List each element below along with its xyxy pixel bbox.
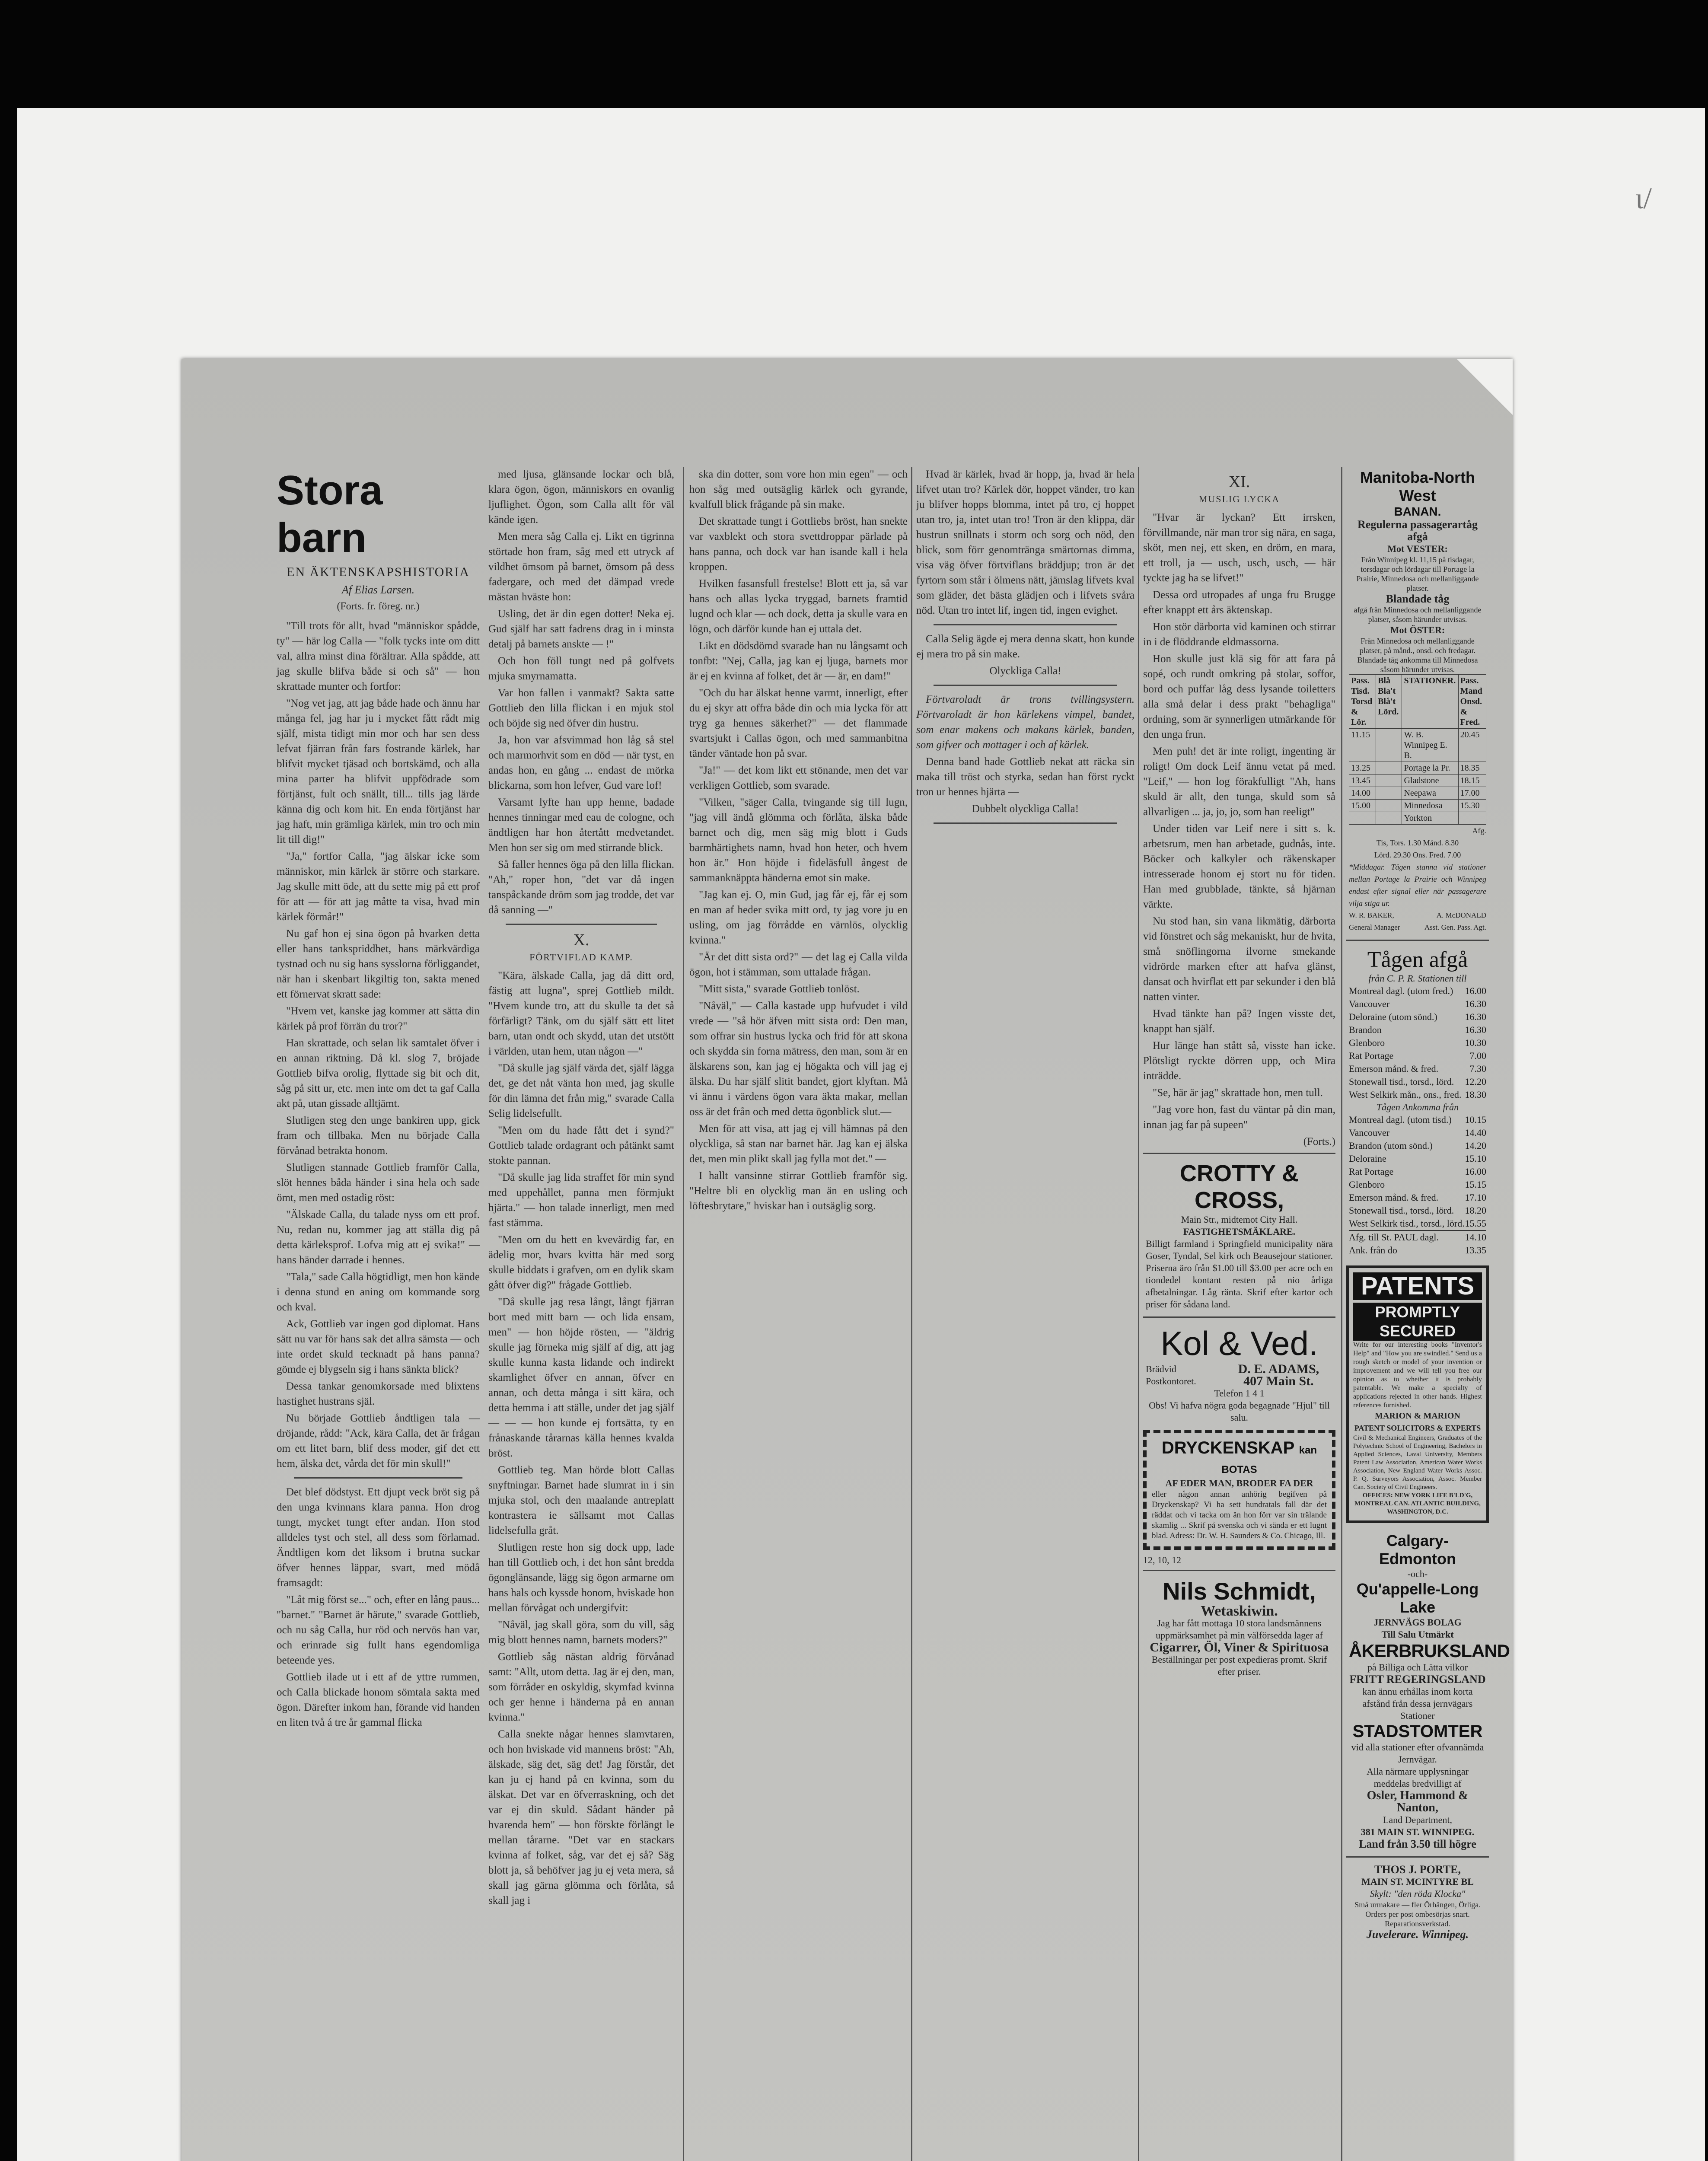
cell-part: do bbox=[1387, 1245, 1397, 1256]
cell-part: St. PAUL dagl. bbox=[1381, 1232, 1439, 1243]
ad-agents: Osler, Hammond & Nanton, bbox=[1367, 1789, 1469, 1814]
cell: Montreal dagl. (utom fred.) bbox=[1349, 985, 1453, 996]
ad-title-main: DRYCKENSKAP bbox=[1161, 1438, 1294, 1457]
schedule-row bbox=[1349, 1113, 1486, 1126]
cell: 18.20 bbox=[1465, 1205, 1486, 1216]
paragraph: Gottlieb såg nästan aldrig förvånad samt: "Allt, utom detta. Jag är ej den, man, som förråder en oskyldig, skymfad kvinna och ger henne i händerna på en annan kvinna." bbox=[488, 1651, 674, 1723]
cell: 13.25 bbox=[1349, 762, 1376, 775]
cell-part: Ank. från bbox=[1349, 1245, 1386, 1256]
cell: 18.30 bbox=[1465, 1089, 1486, 1100]
section-rule bbox=[1143, 1316, 1335, 1318]
paragraph: "Och du har älskat henne varmt, innerligt, efter du ej skyr att offra både din och mia lycka för att tryg ga hennes säkerhet?" — det flammade svartsjukt i Callas ögon, och med sammanbitna tänder väntade hon på svar. bbox=[689, 687, 908, 759]
cell bbox=[1349, 1244, 1465, 1257]
section-rule bbox=[294, 1477, 462, 1479]
ad-text: Små urmakare — fler Örhängen, Örliga. Orders per post ombesörjas snart. Reparationsverkstad. bbox=[1354, 1900, 1481, 1928]
ad-bottom: Juvelerare. Winnipeg. bbox=[1366, 1928, 1469, 1941]
paragraph: Dubbelt olyckliga Calla! bbox=[972, 803, 1079, 815]
nils-schmidt-ad bbox=[1143, 1575, 1335, 1680]
cell bbox=[1349, 1230, 1465, 1244]
paragraph: Ack, Gottlieb var ingen god diplomat. Hans sätt nu var för hans sak det allra sämsta — och inte ordet skuld tecknadt på hans panna? gömde ej blygseln sig i hans sänkta blick? bbox=[277, 1318, 480, 1375]
ad-dept: Land Department, bbox=[1383, 1814, 1453, 1825]
section-rule bbox=[506, 924, 657, 925]
paragraph: Men mera såg Calla ej. Likt en tigrinna störtade hon fram, såg med ett utryck af vildhet ömsom på barnet, ömsom på dess fadergare, och med det dämpad vrede mästan hväste hon: bbox=[488, 531, 674, 603]
section-rule bbox=[1143, 1570, 1335, 1571]
cell bbox=[1349, 812, 1376, 825]
paragraph: "Är det ditt sista ord?" — det lag ej Calla vilda ögon, hot i stämman, som uttalade frågan. bbox=[689, 951, 908, 978]
paragraph: "Nog vet jag, att jag både hade och ännu har många fel, jag har ju i mycket fått rådt mig själf, mista tidigt min mor och har sen dess lefvat fjärran från fars fostrande kärlek, har blifvit mycket tjäsad och bortskämd, och alla mina parter ha blifvit uppfödrade som förtjänst, fult och snällt, till... tills jag lärde känna dig och kom hit. En enda förtjänst har jag haft, min grämliga kärlek, min tro och min lit till dig!" bbox=[277, 698, 480, 845]
paragraph: Calla Selig ägde ej mera denna skatt, hon kunde ej mera tro på sin make. bbox=[916, 633, 1134, 660]
ad-sub: Wetaskiwin. bbox=[1201, 1603, 1278, 1619]
story-column-3 bbox=[689, 467, 908, 2161]
cell bbox=[1376, 762, 1402, 775]
paragraph: Under tiden var Leif nere i sitt s. k. arbetsrum, men han arbetade, gudnås, inte. Böcker och kalkyler och räkenskaper intresserade honom ej stort nu för tiden. Han med grubblade, tänkte, så hjärnan värkte. bbox=[1143, 823, 1335, 910]
cell: Stonewall tisd., torsd., lörd. bbox=[1349, 1076, 1454, 1087]
paragraph: "Nåväl, jag skall göra, som du vill, såg mig blott hennes namn, barnets moders?" bbox=[488, 1619, 674, 1646]
ad-title-suffix: kan BOTAS bbox=[1221, 1444, 1317, 1476]
paragraph: Det blef dödstyst. Ett djupt veck bröt sig på den unga kvinnans klara panna. Hon drog tungt, mycket tungt efter andan. Hon stod alldeles tyst och stel, all dess som förlamad. Ändtligen kom det liksom i brutna suckar öfver hennes läppar, svart, med mödå framsagdt: bbox=[277, 1486, 480, 1589]
column-rule bbox=[1138, 467, 1139, 2161]
ad-sub: PROMPTLY SECURED bbox=[1353, 1303, 1482, 1341]
section-rule bbox=[1143, 1153, 1335, 1154]
paragraph: med ljusa, glänsande lockar och blå, klara ögon, ögon, människors en ovanlig ljuflighet. Ögon, som Calla allt för väl kände igen. bbox=[488, 469, 674, 526]
ad-bolag: JERNVÄGS BOLAG bbox=[1373, 1617, 1462, 1628]
cell: W. B. Winnipeg E. B. bbox=[1402, 729, 1458, 762]
signature-row bbox=[1349, 909, 1486, 934]
cell: Emerson månd. & fred. bbox=[1349, 1063, 1439, 1074]
paragraph: Hon stör därborta vid kaminen och stirrar in i de flöddrande eldmassorna. bbox=[1143, 621, 1335, 648]
paragraph: "Jag kan ej. O, min Gud, jag får ej, får ej som en man af heder svika mitt ord, ty jag vore ju en usling, om jag förrådde en värnlös, olycklig kvinna." bbox=[689, 889, 908, 946]
ad-left: Brädvid Postkontoret. bbox=[1146, 1364, 1196, 1386]
ad-title bbox=[1152, 1438, 1327, 1477]
story-column-4 bbox=[916, 467, 1134, 2161]
timetable-row bbox=[1349, 729, 1486, 762]
cell: Deloraine bbox=[1349, 1153, 1386, 1164]
paragraph: "Hvem vet, kanske jag kommer att sätta din kärlek på prof förrän du tror?" bbox=[277, 1005, 480, 1032]
cell: Minnedosa bbox=[1402, 800, 1458, 812]
arrival-head: Afg. bbox=[1472, 826, 1486, 835]
cell: 15.30 bbox=[1458, 800, 1486, 812]
schedule-row bbox=[1349, 1023, 1486, 1036]
patents-ad bbox=[1346, 1265, 1489, 1523]
cell bbox=[1458, 812, 1486, 825]
story-subhead: EN ÄKTENSKAPSHISTORIA bbox=[287, 565, 470, 579]
corner-mark: ɩ/ bbox=[1635, 182, 1652, 215]
ad-title: Kol & Ved. bbox=[1160, 1324, 1318, 1362]
schedule-row bbox=[1349, 1036, 1486, 1049]
cell: 15.15 bbox=[1465, 1179, 1486, 1190]
paragraph: Ja, hon var afsvimmad hon låg så stel och marmorhvit som en död — när tyst, en andas hon, en gång ... endast de mörka blickarna, som hon lefver, Gud vare lof! bbox=[488, 734, 674, 791]
schedule-row bbox=[1349, 985, 1486, 998]
ad-mixed-text: afgå från Minnedosa och mellanliggande platser, såsom härunder utvisas. bbox=[1354, 606, 1482, 624]
cell: Rat Portage bbox=[1349, 1166, 1394, 1177]
paragraph: Hvilken fasansfull frestelse! Blott ett ja, så var hans och allas lycka tryggad, barnets framtid lugnd och klar — och dock, detta ja skulle vara en lögn, och därför kunde han ej uttala det. bbox=[689, 578, 908, 635]
cell bbox=[1376, 812, 1402, 825]
paragraph: Men puh! det är inte roligt, ingenting är roligt! Om dock Leif ännu vetat på med. "Leif," — hon log förakfulligt "Ah, hans skuld är allt, den tunga, skuld som så allvarligen ... ja, jo, jo, som han reeligt" bbox=[1143, 746, 1335, 818]
paragraph: Men för att visa, att jag ej vill hämnas på den olyckliga, så stan nar barnet här. Jag kan ej älska det, men min plikt skall jag fylla mot det." — bbox=[689, 1123, 908, 1165]
paragraph: (Forts.) bbox=[1303, 1136, 1335, 1147]
paragraph: "Jag vore hon, fast du väntar på din man, innan jag far på supeen" bbox=[1143, 1104, 1335, 1131]
cell: 17.00 bbox=[1458, 787, 1486, 800]
paragraph: "Mitt sista," svarade Gottlieb tonlöst. bbox=[699, 983, 860, 995]
cell: 13.35 bbox=[1465, 1245, 1486, 1256]
story-byline: Af Elias Larsen. bbox=[341, 583, 415, 596]
paragraph: Slutligen reste hon sig dock upp, lade han till Gottlieb och, i det hon sånt bredda ögonglänsande, lägg sig ögon armarne om hans hals och kyssde honom, hviskade hon mellan förvågat och undergifvit: bbox=[488, 1542, 674, 1614]
ad-phone: Telefon 1 4 1 bbox=[1214, 1388, 1265, 1399]
cell: 16.00 bbox=[1465, 985, 1486, 996]
paragraph: Dessa ord utropades af unga fru Brugge efter knappt ett års äktenskap. bbox=[1143, 589, 1335, 616]
ad-line: Regulerna passagerartåg afgå bbox=[1357, 518, 1478, 543]
timetable-head bbox=[1349, 675, 1486, 729]
timetable-header: Pass. Mand Onsd. & Fred. bbox=[1458, 675, 1486, 729]
cell: 18.15 bbox=[1458, 775, 1486, 787]
ad-offices: OFFICES: NEW YORK LIFE B'LD'G, MONTREAL CAN. ATLANTIC BUILDING, WASHINGTON, D.C. bbox=[1354, 1492, 1481, 1515]
ad-right bbox=[1224, 1363, 1333, 1387]
ad-terms: på Billiga och Lätta vilkor bbox=[1367, 1662, 1468, 1673]
cell bbox=[1376, 775, 1402, 787]
section-rule bbox=[1346, 940, 1489, 941]
cell: Brandon (utom sönd.) bbox=[1349, 1140, 1433, 1151]
paragraph: "Till trots för allt, hvad "människor spådde, ty" — här log Calla — "folk tycks inte om ditt val, allra minst dina förältrar. Alla spådde, att jag skulle blifva både si och så" — hon skrattade munter och fortfor: bbox=[277, 620, 480, 692]
cpr-timetable-ad bbox=[1346, 945, 1489, 1259]
paragraph: Och hon föll tungt ned på golfvets mjuka smyrnamatta. bbox=[488, 655, 674, 682]
ad-text: Write for our interesting books "Inventor's Help" and "How you are swindled." Send us a rough sketch or model of your invention or improvement and we will tell you free our opinion as to whether it is probably patentable. We make a specialty of applications rejected in other hands. Highest references furnished. bbox=[1353, 1341, 1482, 1409]
cell: Montreal dagl. (utom tisd.) bbox=[1349, 1114, 1452, 1125]
schedule-row bbox=[1349, 1165, 1486, 1178]
cell: 14.20 bbox=[1465, 1140, 1486, 1151]
ad-west: Mot VESTER: bbox=[1387, 543, 1448, 554]
chapter-xi bbox=[1143, 475, 1335, 1149]
newspaper-page bbox=[182, 359, 1513, 2161]
cell bbox=[1376, 800, 1402, 812]
continued-note: (Forts. fr. föreg. nr.) bbox=[337, 601, 420, 612]
section-rule bbox=[934, 624, 1117, 625]
ad-title: Manitoba-North West bbox=[1360, 469, 1475, 504]
ad-sub: AF EDER MAN, BRODER FA DER bbox=[1165, 1478, 1313, 1488]
paragraph: I hallt vansinne stirrar Gottlieb framför sig. "Heltre bli en olycklig man än en usling och löftesbrytare," hviskar han i outsäglig sorg. bbox=[689, 1170, 908, 1212]
cell: 16.30 bbox=[1465, 1011, 1486, 1022]
ad-firm: MARION & MARION bbox=[1375, 1411, 1460, 1421]
ad-sub: från C. P. R. Stationen till bbox=[1368, 973, 1467, 984]
cell: Glenboro bbox=[1349, 1179, 1385, 1190]
cell: Deloraine (utom sönd.) bbox=[1349, 1011, 1437, 1022]
schedule-row bbox=[1349, 1010, 1486, 1023]
paragraph: "Hvar är lyckan? Ett irrsken, förvillmande, när man tror sig nära, en saga, sköt, men nej, ett sken, en dröm, en mara, ett troll, ja — usch, usch, usch, — här tyckte jag ha se lifvet!" bbox=[1143, 512, 1335, 584]
schedule-row bbox=[1349, 1244, 1486, 1257]
story-column-2 bbox=[488, 467, 674, 2161]
cell: 14.00 bbox=[1349, 787, 1376, 800]
timetable-header: STATIONER. bbox=[1402, 675, 1458, 729]
section-rule bbox=[934, 822, 1117, 824]
schedule-row bbox=[1349, 1075, 1486, 1088]
kol-ved-ad bbox=[1143, 1322, 1335, 1425]
ad-kind: FASTIGHETSMÄKLARE. bbox=[1183, 1226, 1296, 1237]
chapter-subheading: FÖRTVIFLAD KAMP. bbox=[529, 952, 633, 963]
paragraph: "Vilken, "säger Calla, tvingande sig till lugn, "jag vill ändå glömma och förlåta, älska både barnet och dig, men säg mig blott i Guds barmhärtighets namn, hvad hon heter, och hvem hon är." Hon höjde i fideläsfull ångest de sammanknäppta händerna emot sin make. bbox=[689, 797, 908, 884]
cell: Gladstone bbox=[1402, 775, 1458, 787]
timetable bbox=[1349, 674, 1486, 825]
paragraph: "Älskade Calla, du talade nyss om ett prof. Nu, redan nu, kommer jag att ställa dig på detta kärleksprof. Lofva mig att ej svika!" — hans händer darrade i hennes. bbox=[277, 1209, 480, 1266]
ad-title: Calgary-Edmonton bbox=[1379, 1532, 1456, 1568]
column-rule bbox=[683, 467, 684, 2161]
schedule-row bbox=[1349, 1178, 1486, 1191]
ad-stad: STADSTOMTER bbox=[1352, 1722, 1483, 1741]
timetable-row bbox=[1349, 812, 1486, 825]
paragraph: Förtvaroladt är trons tvillingsystern. Förtvaroladt är hon kärlekens vimpel, bandet, som enar makens och makans kärlek, banden, som gifver och mottager i och af kärlek. bbox=[916, 694, 1134, 751]
ad-title: Nils Schmidt, bbox=[1163, 1578, 1316, 1605]
paragraph: Olyckliga Calla! bbox=[989, 665, 1061, 677]
ad-text: Jag har fått mottaga 10 stora landsmännens uppmärksamhet på min välförsedda lager af bbox=[1156, 1618, 1323, 1641]
schedule-row bbox=[1349, 1230, 1486, 1244]
timetable-row bbox=[1349, 800, 1486, 812]
ad-title: Tågen afgå bbox=[1367, 947, 1468, 972]
ad-stad-text: vid alla stationer efter ofvannämda Jernvägar. bbox=[1351, 1742, 1484, 1765]
paragraph: Hvad är kärlek, hvad är hopp, ja, hvad är hela lifvet utan tro? Kärlek dör, hoppet vänder, tro kan ju blifver hopps blomma, intet på tro, ej hoppet utan tro, ja, intet utan tro! Tron är den klippa, där hustrun snillnats i storm och sorg och nöd, den blick, som förr genomtränga smärtornas dimma, visa väg öfver förtviflans bräddjup; tron är det fyrtorn som står i ölmens nätt, jämslag lifvets kval som gläder, det bästa glädjen och i lifvets svåra nöd. Utan tro intet lif, ingen tid, ingen evighet. bbox=[916, 469, 1134, 616]
paragraph: "Då skulle jag resa långt, långt fjärran bort med mitt barn — och lida ensam, men" — hon höjde rösten, — "äldrig skulle jag förneka mig själf af dig, att jag skulle kunna kasta lidande och indirekt skamlighet öfver en annan, öfver en annan, och detta många i sitt kära, och detta hemma i att ställe, under det jag själf — — — hon kunde ej fortsätta, ty en frånaskande tårarnas källa hennes kvalda bröst. bbox=[488, 1296, 674, 1459]
paragraph: Gottlieb ilade ut i ett af de yttre rummen, och Calla blickade honom sömtala sakta med ögon. Därefter inkom han, förande vid handen en liten två á tre år gammal flicka bbox=[277, 1671, 480, 1728]
schedule-row bbox=[1349, 1126, 1486, 1139]
ad-addr: 381 MAIN ST. WINNIPEG. bbox=[1361, 1826, 1475, 1837]
paragraph: Nu började Gottlieb åndtligen tala — dröjande, rådd: "Ack, kära Calla, det är frågan om ett litet barn, blif dess moder, gif det ett hem, älska det, vårda det för min skull!" bbox=[277, 1412, 480, 1469]
paragraph: Var hon fallen i vanmakt? Sakta satte Gottlieb den lilla flickan i en mjuk stol och böjde sig ned öfver din hustru. bbox=[488, 687, 674, 729]
paragraph: Hur länge han stått så, visste han icke. Plötsligt ryckte dörren upp, och Mira inträdde. bbox=[1143, 1040, 1335, 1082]
departures-table bbox=[1349, 985, 1486, 1101]
ad-address: MAIN ST. MCINTYRE BL bbox=[1361, 1876, 1474, 1887]
ad-west-text: Från Winnipeg kl. 11,15 på tisdagar, torsdagar och lördagar till Portage la Prairie, Minnedosa och mellanliggande platser. bbox=[1356, 555, 1479, 593]
chapter-heading: X. bbox=[573, 931, 590, 949]
cell: Rat Portage bbox=[1349, 1050, 1394, 1061]
ad-title: CROTTY & CROSS, bbox=[1179, 1160, 1299, 1213]
timetable-header: Pass. Tisd. Torsd & Lör. bbox=[1349, 675, 1376, 729]
ad-address: 407 Main St. bbox=[1243, 1374, 1314, 1388]
story-column-1 bbox=[277, 467, 480, 2161]
cell: Neepawa bbox=[1402, 787, 1458, 800]
ad-firm-sub: PATENT SOLICITORS & EXPERTS bbox=[1354, 1424, 1481, 1432]
ad-title-2: Qu'appelle-Long Lake bbox=[1356, 1580, 1479, 1616]
signature-left: W. R. BAKER, General Manager bbox=[1349, 911, 1400, 931]
cell bbox=[1376, 787, 1402, 800]
schedule-row bbox=[1349, 1152, 1486, 1165]
cell: 10.30 bbox=[1465, 1037, 1486, 1048]
ad-fritt-text: kan ännu erhållas inom korta afstånd från dessa jernvägars Stationer bbox=[1362, 1686, 1473, 1721]
cell: 16.00 bbox=[1465, 1166, 1486, 1177]
ad-name: D. E. ADAMS, bbox=[1238, 1362, 1319, 1376]
ad-text: eller någon annan anhörig begifven på Dryckenskap? Vi ha sett hundratals fall där det räddat och vi tacka om än hon förr var sin trälande skamlig ... Skrif på svenska och vi sända er ett lugnt blad. Adress: Dr. W. H. Saunders & Co. Chicago, Ill. bbox=[1152, 1490, 1327, 1540]
ad-note: Obs! Vi hafva nögra goda begagnade "Hjul" till salu. bbox=[1149, 1400, 1330, 1423]
chapter-subheading: MUSLIG LYCKA bbox=[1198, 494, 1280, 504]
ad-title: THOS J. PORTE, bbox=[1374, 1863, 1461, 1876]
paragraph: Calla snekte någar hennes slamvtaren, och hon hviskade vid mannens bröst: "Ah, älskade, säg det, säg det! Jag förstår, det kan ju ej hand på en kvinna, som du älskat. Det var en öfverraskning, och det var ej din skuld. Sådant händer på hvarenda hem" — hon förskte förlängt le mellan tårarne. "Det var en stackars kvinna af folket, såg, var det ej så? Säg blott ja, så behöfver jag ju ej veta mera, så skall jag gärna glömma och förlåta, så skall jag i bbox=[488, 1728, 674, 1906]
paragraph: "Ja!" — det kom likt ett stönande, men det var verkligen Gottlieb, som svarade. bbox=[689, 765, 908, 791]
manitoba-northwest-ad bbox=[1346, 467, 1489, 935]
schedule-row bbox=[1349, 998, 1486, 1010]
cell: Glenboro bbox=[1349, 1037, 1385, 1048]
ad-east: Mot ÖSTER: bbox=[1390, 625, 1445, 635]
date-line: 12, 10, 12 bbox=[1143, 1555, 1181, 1565]
kol-ved-row bbox=[1146, 1363, 1333, 1387]
cell: Yorkton bbox=[1402, 812, 1458, 825]
ad-tail: Beställningar per post expedieras promt. Skrif efter priser. bbox=[1151, 1654, 1327, 1677]
paragraph: Så faller hennes öga på den lilla flickan. "Ah," roper hon, "det var då ingen tanspåckande dröm som jag trodde, det var då sanning —" bbox=[488, 859, 674, 916]
cell bbox=[1376, 729, 1402, 762]
paragraph: Nu stod han, sin vana likmätig, därborta vid fönstret och såg mekaniskt, hur de hvita, små snöflingorna ilvorne smekande vidrörde marken efter att hafva glänst, dansat och hvirflat ett par sekunder i den blå natten vinter. bbox=[1143, 915, 1335, 1003]
cell: 7.00 bbox=[1469, 1050, 1486, 1061]
ad-skylt: Skylt: "den röda Klocka" bbox=[1370, 1888, 1466, 1899]
paragraph: Hon skulle just klä sig för att fara på sopé, och rundt omkring på stolar, soffor, bord och puffar låg dess lysande toiletters alla små delar i dess prakt "behagliga" ordning, som är synnerligen utmärkande för den unga frun. bbox=[1143, 653, 1335, 740]
signature-right: A. McDONALD Asst. Gen. Pass. Agt. bbox=[1424, 911, 1486, 931]
column-5 bbox=[1143, 467, 1335, 2161]
paragraph: "Se, här är jag" skrattade hon, men tull. bbox=[1153, 1087, 1323, 1099]
cell: 14.40 bbox=[1465, 1127, 1486, 1138]
cell: West Selkirk tisd., torsd., lörd. bbox=[1349, 1218, 1465, 1229]
cell: 15.10 bbox=[1465, 1153, 1486, 1164]
paragraph: Gottlieb teg. Man hörde blott Callas snyftningar. Barnet hade slumrat in i sin mjuka stol, och den maalande antreplatt kontrastera ie sällsamt mot Callas lidelsefulla gråt. bbox=[488, 1464, 674, 1536]
column-6 bbox=[1346, 467, 1510, 2161]
cell: 15.55 bbox=[1465, 1218, 1486, 1229]
paragraph: "Men om du hett en kvevärdig far, en ädelig mor, hvars kvitta här med sorg skulle biddats i grafven, om en dylik skam gått öfver dig?" frågade Gottlieb. bbox=[488, 1234, 674, 1291]
cell: 14.10 bbox=[1465, 1232, 1486, 1243]
paragraph: Usling, det är din egen dotter! Neka ej. Gud själf har satt fadrens drag in i minsta detalj på barnets anskte — !" bbox=[488, 608, 674, 650]
cell: 10.15 bbox=[1465, 1114, 1486, 1125]
schedule-row bbox=[1349, 1217, 1486, 1230]
chapter-heading: XI. bbox=[1228, 473, 1250, 491]
ad-och: -och- bbox=[1407, 1568, 1428, 1579]
ad-note: *Middagar. Tågen stanna vid stationer mellan Portage la Prairie och Winnipeg endast efter signal eller när passagerare vilja stiga ur. bbox=[1349, 863, 1486, 908]
cell: 7.30 bbox=[1469, 1063, 1486, 1074]
paragraph: Dessa tankar genomkorsade med blixtens hastighet hustrans själ. bbox=[277, 1380, 480, 1407]
ad-sub: BANAN. bbox=[1394, 505, 1441, 518]
dryckenskap-ad bbox=[1143, 1430, 1335, 1550]
paragraph: "Kära, älskade Calla, jag då ditt ord, fästig att lugna", sprej Gottlieb mildt. "Hvem kunde tro, att du skulle ta det så förfärligt? Tänk, om du själf sätt ett litet barn, utan ondt och skydd, utan det utstött i världen, utan hem, utan någon —" bbox=[488, 970, 674, 1057]
paragraph: "Då skulle jag lida straffet för min synd med uppehållet, panna men förmjukt hjärta." — hon talade innerligt, men med fast stämma. bbox=[488, 1172, 674, 1229]
cell: 17.10 bbox=[1465, 1192, 1486, 1203]
schedule-row bbox=[1349, 1204, 1486, 1217]
ad-title: PATENTS bbox=[1353, 1272, 1482, 1300]
ad-salu: Till Salu Utmärkt bbox=[1381, 1629, 1454, 1640]
ad-info: Alla närmare upplysningar meddelas bredvilligt af bbox=[1367, 1766, 1469, 1789]
paragraph: Denna band hade Gottlieb nekat att räcka sin maka till tröst och styrka, sedan han först ryckt tron ur hennes hjärta — bbox=[916, 756, 1134, 798]
arrival-line: Lörd. 29.30 Ons. Fred. 7.00 bbox=[1374, 851, 1461, 859]
ad-products: Cigarrer, Öl, Viner & Spirituosa bbox=[1150, 1640, 1329, 1654]
paragraph: "Då skulle jag själf värda det, själf lägga det, ge det nåt vänta hon med, jag skulle för din lämna det från mig," svarade Calla Selig lidelsefullt. bbox=[488, 1062, 674, 1119]
section-rule bbox=[934, 685, 1117, 686]
ad-fritt: FRITT REGERINGSLAND bbox=[1349, 1673, 1486, 1686]
cell: Portage la Pr. bbox=[1402, 762, 1458, 775]
cell: 13.45 bbox=[1349, 775, 1376, 787]
schedule-row bbox=[1349, 1062, 1486, 1075]
arrivals-title: Tågen Ankomma från bbox=[1376, 1102, 1459, 1112]
ad-address: Main Str., midtemot City Hall. bbox=[1181, 1214, 1298, 1225]
timetable-row bbox=[1349, 787, 1486, 800]
cell: Emerson månd. & fred. bbox=[1349, 1192, 1439, 1203]
cell: 16.30 bbox=[1465, 998, 1486, 1009]
arrival-line: Tis, Tors. 1.30 Månd. 8.30 bbox=[1376, 838, 1459, 847]
ad-firm-text: Civil & Mechanical Engineers, Graduates of the Polytechnic School of Engineering, Bachelors in Applied Sciences, Laval University, Members Patent Law Association, American Water Works Association, New England Water Works Assoc. P. Q. Surveyors Association, Assoc. Member Can. Society of Civil Engineers. bbox=[1353, 1434, 1482, 1491]
paragraph: "Ja," fortfor Calla, "jag älskar icke som människor, min kärlek är större och starkare. Jag skulle mitt öde, att du sette mig på ett prof för att — för att jag måtte ta visa, hvad min kärlek förmår!" bbox=[277, 851, 480, 923]
cell: 20.45 bbox=[1458, 729, 1486, 762]
cell: West Selkirk mån., ons., fred. bbox=[1349, 1089, 1462, 1100]
column-rule bbox=[1341, 467, 1342, 2161]
timetable-row bbox=[1349, 775, 1486, 787]
cell: Vancouver bbox=[1349, 998, 1390, 1009]
paragraph: Nu gaf hon ej sina ögon på hvarken detta eller hans tankspriddhet, hans märkvärdiga tystnad och nu sig hans sysslorna förliggandet, när han i skenbart likgiltig ton, sakta mened ett förnervat skratt sade: bbox=[277, 928, 480, 1000]
ad-mixed: Blandade tåg bbox=[1386, 593, 1450, 605]
paragraph: "Tala," sade Calla högtidligt, men hon kände i denna stund en aning om kommande sorg och kval. bbox=[277, 1271, 480, 1313]
cell: 11.15 bbox=[1349, 729, 1376, 762]
ad-price: Land från 3.50 till högre bbox=[1359, 1838, 1476, 1850]
story-headline: Stora barn bbox=[277, 467, 383, 561]
ad-big: ÅKERBRUKSLAND bbox=[1349, 1641, 1510, 1661]
arrivals-table bbox=[1349, 1113, 1486, 1257]
folded-corner bbox=[1456, 359, 1513, 415]
schedule-row bbox=[1349, 1139, 1486, 1152]
paragraph: Han skrattade, och selan lik samtalet öfver i en annan riktning. Då kl. slog 7, bröjade Gottlieb bifva orolig, flyttade sig bit och dit, såg på sitt ur, etc. men inte om det ta gaf Calla akt på, utan gissade alltjämt. bbox=[277, 1037, 480, 1109]
calgary-edmonton-ad bbox=[1346, 1530, 1510, 1852]
paragraph: Likt en dödsdömd svarade han nu långsamt och tonfbt: "Nej, Calla, jag kan ej ljuga, barnets mor är ej en kvinna af folket, det är — är, en dam!" bbox=[689, 640, 908, 682]
ad-text: Billigt farmland i Springfield municipality nära Goser, Tyndal, Sel kirk och Beausejour stationer. Priserna äro från $1.00 till $3.00 per acre och en tiondedel kontant resten på nio årliga afbetalningar. Låg ränta. Skrif efter kartor och priser för sådana land. bbox=[1146, 1238, 1333, 1310]
paragraph: Slutligen stannade Gottlieb framför Calla, slöt hennes båda händer i sina hela och sade ömt, men med ostadig röst: bbox=[277, 1162, 480, 1204]
paragraph: "Men om du hade fått det i synd?" Gottlieb talade ordagrant och påtänkt samt stokte pannan. bbox=[488, 1125, 674, 1167]
ad-east-text: Från Minnedosa och mellanliggande platser, på månd., onsd. och fredagar. Blandade tåg ankomma till Minnedosa såsom härunder utvisas. bbox=[1357, 637, 1478, 674]
paragraph: "Nåväl," — Calla kastade upp hufvudet i vild vrede — "så hör äfven mitt sista ord: Den man, som offrar sin hustrus lycka och frid för att skona och skydda sin forna mätress, den man, som är en älskarens son, kan jag ej högakta och vill jag ej älska. Du har själf slitit bandet, gjort klyftan. Må vi ännu i värdens ögon vara äkta makar, mellan oss är det från och med detta ögonblick slut.— bbox=[689, 1000, 908, 1118]
schedule-row bbox=[1349, 1191, 1486, 1204]
schedule-row bbox=[1349, 1049, 1486, 1062]
section-rule bbox=[1346, 1856, 1489, 1858]
paragraph: Hvad tänkte han på? Ingen visste det, knappt han själf. bbox=[1143, 1008, 1335, 1035]
porte-ad bbox=[1346, 1862, 1489, 1942]
cell-part: Afg. till bbox=[1349, 1232, 1379, 1243]
schedule-row bbox=[1349, 1088, 1486, 1101]
paragraph: Varsamt lyfte han upp henne, badade hennes tinningar med eau de cologne, och ändtligen har hon återtått medvetandet. Men hon ser sig om med stirrande blick. bbox=[488, 797, 674, 854]
cell: 15.00 bbox=[1349, 800, 1376, 812]
cell: Brandon bbox=[1349, 1024, 1382, 1035]
paragraph: ska din dotter, som vore hon min egen" — och hon såg med outsäglig kärlek och gyrande, kvalfull blick frågande på sin make. bbox=[689, 469, 908, 510]
timetable-row bbox=[1349, 762, 1486, 775]
paragraph: Slutligen steg den unge bankiren upp, gick fram och tillbaka. Men nu började Calla förvånad betrakta honom. bbox=[277, 1115, 480, 1157]
cell: 16.30 bbox=[1465, 1024, 1486, 1035]
column-rule bbox=[911, 467, 912, 2161]
cell: Vancouver bbox=[1349, 1127, 1390, 1138]
paragraph: Det skrattade tungt i Gottliebs bröst, han snekte var vaxblekt och stora svettdroppar pärlade på hans panna, och dock var han isande kall i hela kroppen. bbox=[689, 516, 908, 573]
cell: 18.35 bbox=[1458, 762, 1486, 775]
timetable-header: Blå Bla't Blå't Lörd. bbox=[1376, 675, 1402, 729]
paragraph: "Låt mig först se..." och, efter en lång paus... "barnet." "Barnet är härute," svarade Gottlieb, och nu såg Calla, hur röd och nervös han var, och erinrade sig fullt hans egendomliga beteende yes. bbox=[277, 1594, 480, 1666]
cell: Stonewall tisd., torsd., lörd. bbox=[1349, 1205, 1454, 1216]
cell: 12.20 bbox=[1465, 1076, 1486, 1087]
crotty-cross-ad bbox=[1143, 1158, 1335, 1312]
